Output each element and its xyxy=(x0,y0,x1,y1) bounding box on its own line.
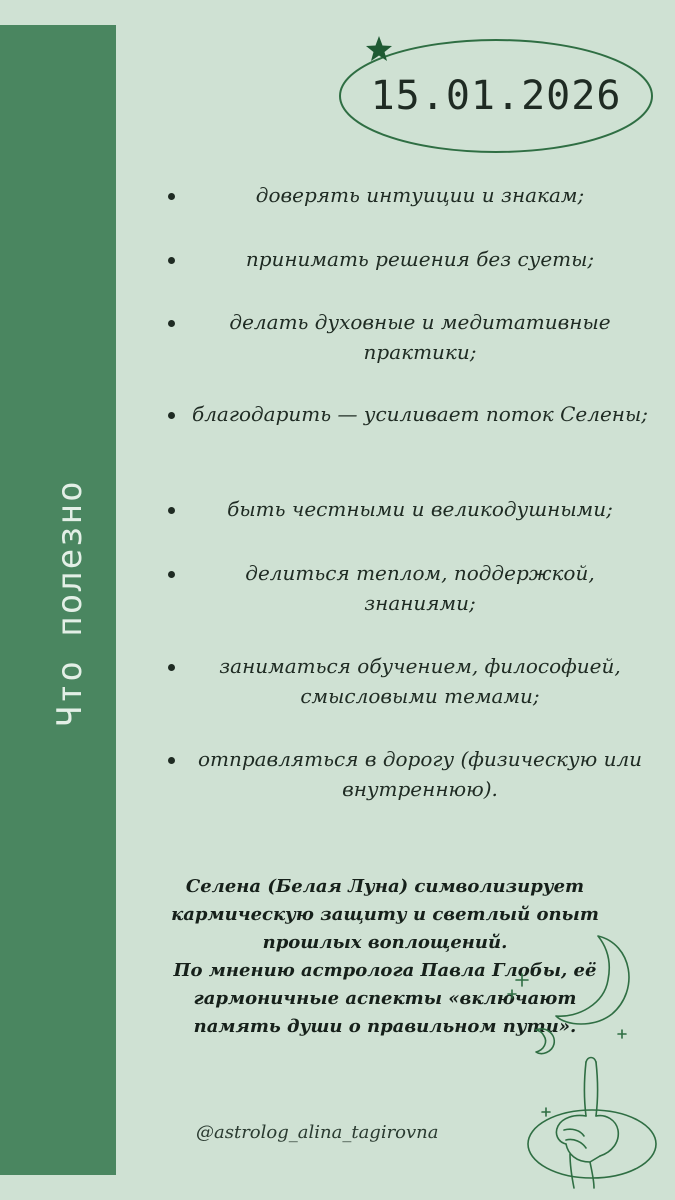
tip-text: доверять интуиции и знакам; xyxy=(255,183,585,207)
tip-text: благодарить — усиливает поток Селены; xyxy=(191,402,649,426)
hand-moon-illustration xyxy=(500,930,670,1190)
tip-text: заниматься обучением, философией, смысловыми темами; xyxy=(219,654,621,708)
bullet xyxy=(168,507,175,514)
date-text: 15.01.2026 xyxy=(370,73,622,119)
tip-item xyxy=(150,180,650,210)
bullet xyxy=(168,412,175,419)
bullet xyxy=(168,664,175,671)
quote-line: Селена (Белая Луна) символизирует xyxy=(185,876,585,897)
quote-line: кармическую защиту и светлый опыт xyxy=(171,904,599,925)
side-title: Что полезно xyxy=(50,479,90,727)
tip-item xyxy=(150,494,650,524)
tip-item xyxy=(150,744,650,804)
tip-item xyxy=(150,399,650,429)
quote-line: прошлых воплощений. xyxy=(262,932,508,953)
bullet xyxy=(168,571,175,578)
tip-item xyxy=(150,244,650,274)
tip-item xyxy=(150,307,650,367)
bullet xyxy=(168,320,175,327)
tip-item xyxy=(150,651,650,711)
date-badge xyxy=(336,36,656,156)
tip-text: принимать решения без суеты; xyxy=(245,247,595,271)
tip-text: быть честными и великодушными; xyxy=(227,497,613,521)
quote-line: По мнению астролога Павла Глобы, её xyxy=(173,960,597,981)
tip-text: делиться теплом, поддержкой, знаниями; xyxy=(245,561,595,615)
author-handle: @astrolog_alina_tagirovna xyxy=(196,1122,439,1143)
tip-text: делать духовные и медитативные практики; xyxy=(229,310,611,364)
bullet xyxy=(168,193,175,200)
tip-text: отправляться в дорогу (физическую или внутреннюю). xyxy=(197,747,643,801)
bullet xyxy=(168,757,175,764)
quote-line: память души о правильном пути». xyxy=(193,1016,577,1037)
tip-item xyxy=(150,558,650,618)
quote-line: гармоничные аспекты «включают xyxy=(193,988,577,1009)
bullet xyxy=(168,257,175,264)
